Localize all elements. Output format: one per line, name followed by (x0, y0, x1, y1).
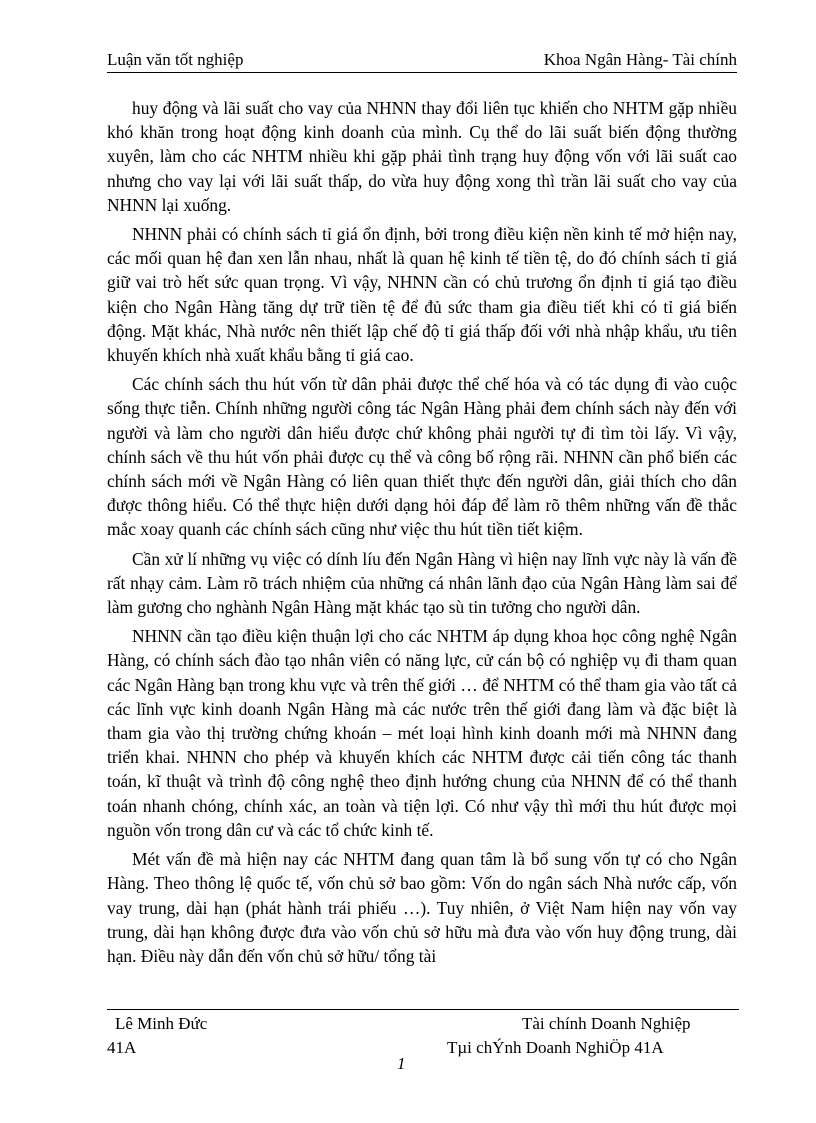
page-header (107, 48, 737, 73)
page-footer (107, 1009, 739, 1058)
footer-department: Tài chính Doanh Nghiệp (522, 1014, 691, 1033)
footer-class-code: 41A (107, 1038, 137, 1057)
footer-author: Lê Minh Đức (115, 1014, 208, 1033)
paragraph: Cần xử lí những vụ việc có dính líu đến Ngân Hàng vì hiện nay lĩnh vực này là vấn đề rất nhạy cảm. Làm rõ trách nhiệm của những cá nhân lãnh đạo của Ngân Hàng làm sai để làm gương cho nghành Ngân Hàng mặt khác tạo sù tin tưởng cho người dân. (107, 548, 737, 618)
page-number: 1 (397, 1054, 406, 1073)
paragraph: Mét vấn đề mà hiện nay các NHTM đang quan tâm là bổ sung vốn tự có cho Ngân Hàng. Theo thông lệ quốc tế, vốn chủ sở bao gồm: Vốn do ngân sách Nhà nước cấp, vốn vay trung, dài hạn (phát hành trái phiếu …). Tuy nhiên, ở Việt Nam hiện nay vốn vay trung, dài hạn không được đưa vào vốn chủ sở hữu mà đưa vào vốn huy động trung, dài hạn. Điều này dẫn đến vốn chủ sở hữu/ tổng tài (107, 849, 737, 966)
paragraph: huy động và lãi suất cho vay của NHNN thay đổi liên tục khiến cho NHTM gặp nhiều khó khăn trong hoạt động kinh doanh của mình. Cụ thể do lãi suất biến động thường xuyên, làm cho các NHTM nhiều khi gặp phải tình trạng huy động vốn với lãi suất cao nhưng cho vay lại với lãi suất thấp, do vừa huy động xong thì trần lãi suất cho vay của NHNN lại xuống. (107, 98, 737, 215)
paragraph: NHNN cần tạo điều kiện thuận lợi cho các NHTM áp dụng khoa học công nghệ Ngân Hàng, có chính sách đào tạo nhân viên có năng lực, cử cán bộ có nghiệp vụ đi tham quan các Ngân Hàng bạn trong khu vực và trên thế giới … để NHTM có thể tham gia vào tất cả các lĩnh vực kinh doanh Ngân Hàng mà các nước trên thế giới đang làm và đặc biệt là tham gia vào thị trường chứng khoán – mét loại hình kinh doanh mới mà NHNN đang triển khai. NHNN cho phép và khuyến khích các NHTM được cải tiến công tác thanh toán, kĩ thuật và trình độ công nghệ theo định hướng chung của NHNN để có thể thanh toán nhanh chóng, chính xác, an toàn và tiện lợi. Có như vậy thì mới thu hút được mọi nguồn vốn trong dân cư và các tổ chức kinh tế. (107, 626, 737, 840)
footer-class-full: Tµi chÝnh Doanh NghiÖp 41A (447, 1038, 664, 1057)
paragraph: NHNN phải có chính sách tỉ giá ổn định, bởi trong điều kiện nền kinh tế mở hiện nay, các mối quan hệ đan xen lẫn nhau, nhất là quan hệ kinh tế tiền tệ, do đó chính sách tỉ giá giữ vai trò hết sức quan trọng. Vì vậy, NHNN cần có chủ trương ổn định tỉ giá tạo điều kiện cho Ngân Hàng tăng dự trữ tiền tệ để đủ sức tham gia điều tiết khi có tỉ giá biến động. Mặt khác, Nhà nước nên thiết lập chế độ tỉ giá thấp đối với nhà nhập khẩu, ưu tiên khuyến khích nhà xuất khẩu bằng tỉ giá cao. (107, 224, 737, 366)
body-text (107, 96, 737, 973)
paragraph: Các chính sách thu hút vốn từ dân phải được thể chế hóa và có tác dụng đi vào cuộc sống thực tiễn. Chính những người công tác Ngân Hàng phải đem chính sách này đến với người và làm cho người dân hiểu được chứ không phải người tự đi tìm tòi lấy. Vì vậy, chính sách về thu hút vốn phải được cụ thể và công bố rộng rãi. NHNN cần phổ biến các chính sách mới về Ngân Hàng có liên quan thiết thực đến người dân, giải thích cho dân được thông hiểu. Có thể thực hiện dưới dạng hỏi đáp để làm rõ thêm những vấn đề thắc mắc xoay quanh các chính sách cũng như việc thu hút tiền tiết kiệm. (107, 374, 737, 540)
header-thesis-label: Luận văn tốt nghiệp (107, 50, 244, 69)
header-faculty-label: Khoa Ngân Hàng- Tài chính (543, 50, 737, 69)
